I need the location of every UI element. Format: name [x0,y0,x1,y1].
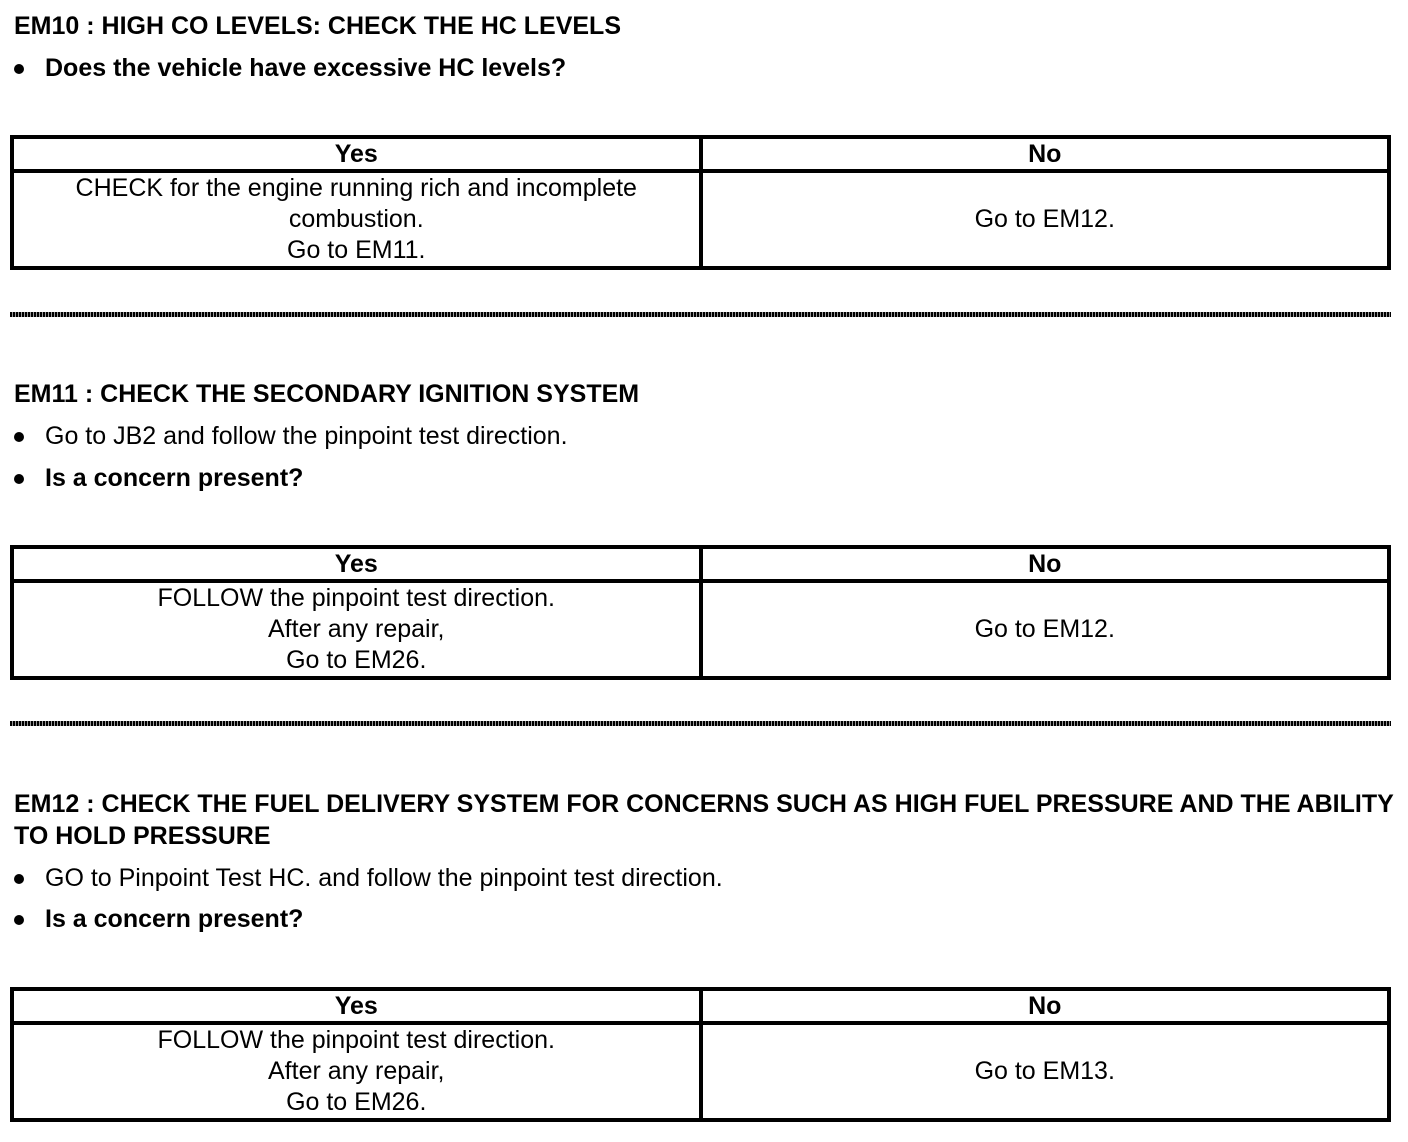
yes-action-line: Go to EM11. [287,236,426,264]
no-action-cell: Go to EM13. [701,1023,1390,1120]
yes-action-line: FOLLOW the pinpoint test direction. [157,584,555,612]
yes-header: Yes [12,137,701,171]
yes-action-line: CHECK for the engine running rich and incomplete [75,174,637,202]
yes-action-line: combustion. [288,205,424,233]
no-header: No [701,137,1390,171]
no-header: No [701,547,1390,581]
step-title: EM11 : CHECK THE SECONDARY IGNITION SYSTEM [14,380,640,408]
no-header: No [701,989,1390,1023]
yes-header: Yes [12,547,701,581]
bullet-dot-icon [14,874,24,884]
yes-action-cell [12,1023,701,1120]
yes-action-cell [12,171,701,268]
yes-action-cell [12,581,701,678]
bullet-dot-icon [14,432,24,442]
bullet-text: Is a concern present? [45,464,304,492]
yes-no-table [10,987,1391,1122]
bullet-text: GO to Pinpoint Test HC. and follow the pinpoint test direction. [45,864,723,892]
yes-action-line: FOLLOW the pinpoint test direction. [157,1026,555,1054]
bullet-dot-icon [14,474,24,484]
yes-action-line: Go to EM26. [286,1088,427,1116]
section-divider [10,721,1391,726]
yes-action-line: After any repair, [268,615,445,643]
yes-no-table [10,135,1391,270]
step-title: EM12 : CHECK THE FUEL DELIVERY SYSTEM FOR CONCERNS SUCH AS HIGH FUEL PRESSURE AND THE ABILITY TO HOLD PRESSURE [14,790,1394,850]
no-action-cell: Go to EM12. [701,581,1390,678]
bullet-dot-icon [14,64,24,74]
yes-action-line: Go to EM26. [286,646,427,674]
step-title: EM10 : HIGH CO LEVELS: CHECK THE HC LEVELS [14,12,622,40]
bullet-text: Does the vehicle have excessive HC levels? [45,54,567,82]
bullet-dot-icon [14,915,24,925]
yes-action-line: After any repair, [268,1057,445,1085]
bullet-text: Go to JB2 and follow the pinpoint test direction. [45,422,568,450]
yes-no-table [10,545,1391,680]
section-divider [10,312,1391,317]
bullet-text: Is a concern present? [45,905,304,933]
yes-header: Yes [12,989,701,1023]
no-action-cell: Go to EM12. [701,171,1390,268]
